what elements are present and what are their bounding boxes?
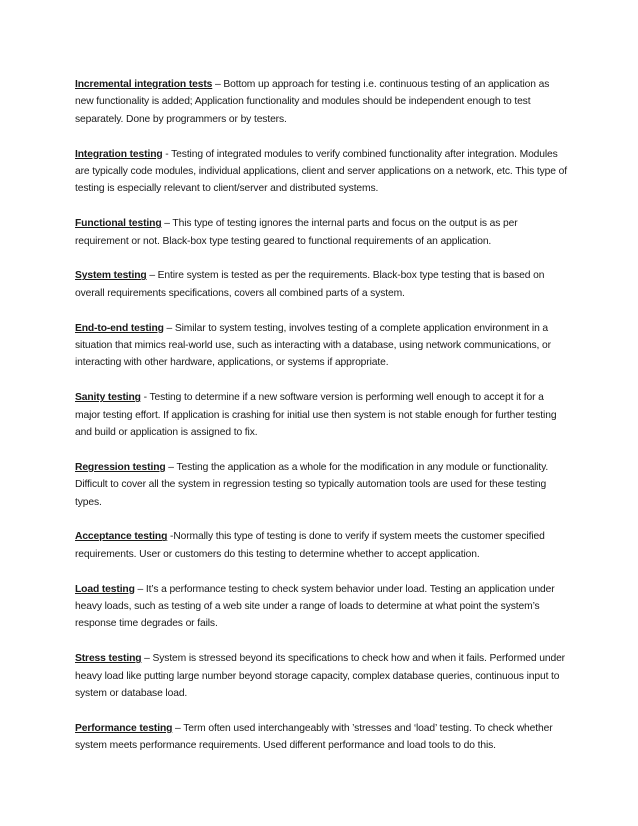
- term-functional-testing: Functional testing: [75, 218, 162, 230]
- definition-system-testing: – Entire system is tested as per the requirements. Black-box type testing that is based on overall requirements specifications, covers all combined parts of a system.: [75, 270, 545, 299]
- paragraph-sanity-testing: [75, 389, 567, 441]
- paragraph-stress-testing: [75, 650, 567, 702]
- definition-performance-testing: – Term often used interchangeably with ’stresses and ‘load’ testing. To check whether system meets performance requirements. Used different performance and load tools to do this.: [75, 722, 553, 752]
- paragraph-end-to-end-testing: [75, 320, 567, 372]
- term-end-to-end-testing: End-to-end testing: [75, 322, 164, 334]
- definition-end-to-end-testing: – Similar to system testing, involves testing of a complete application environment in a situation that mimics real-world use, such as interacting with a database, using network communications, or interacting with other hardware, applications, or systems if appropriate.: [75, 322, 551, 369]
- paragraph-acceptance-testing: [75, 528, 567, 563]
- term-system-testing: System testing: [75, 270, 147, 282]
- paragraph-performance-testing: [75, 720, 567, 755]
- paragraph-regression-testing: [75, 459, 567, 511]
- paragraph-load-testing: [75, 581, 567, 633]
- term-load-testing: Load testing: [75, 583, 135, 595]
- term-regression-testing: Regression testing: [75, 461, 166, 473]
- definition-regression-testing: – Testing the application as a whole for the modification in any module or functionality. Difficult to cover all the system in regression testing so typically automation tools are used for these testing types.: [75, 461, 549, 508]
- definition-integration-testing: - Testing of integrated modules to verify combined functionality after integration. Modules are typically code modules, individual applications, client and server applications on a network, etc. This type of testing is especially relevant to client/server and distributed systems.: [75, 148, 567, 195]
- definition-functional-testing: – This type of testing ignores the internal parts and focus on the output is as per requirement or not. Black-box type testing geared to functional requirements of an application.: [75, 218, 518, 247]
- term-stress-testing: Stress testing: [75, 653, 142, 665]
- definition-load-testing: – It’s a performance testing to check system behavior under load. Testing an application under heavy loads, such as testing of a web site under a range of loads to determine at what point the system’s response time degrades or fails.: [75, 583, 555, 630]
- document-body: [75, 76, 567, 772]
- paragraph-integration-testing: [75, 146, 567, 198]
- paragraph-system-testing: [75, 267, 567, 302]
- definition-incremental-integration-tests: – Bottom up approach for testing i.e. continuous testing of an application as new functionality is added; Application functionality and modules should be independent enough to test separately. Done by programmers or by testers.: [75, 79, 550, 125]
- term-acceptance-testing: Acceptance testing: [75, 531, 168, 543]
- term-incremental-integration-tests: Incremental integration tests: [75, 79, 213, 90]
- term-sanity-testing: Sanity testing: [75, 392, 141, 404]
- term-integration-testing: Integration testing: [75, 148, 163, 160]
- term-performance-testing: Performance testing: [75, 722, 173, 734]
- definition-acceptance-testing: -Normally this type of testing is done to verify if system meets the customer specified requirements. User or customers do this testing to determine whether to accept application.: [75, 531, 545, 560]
- paragraph-incremental-integration-tests: [75, 76, 567, 128]
- definition-sanity-testing: - Testing to determine if a new software version is performing well enough to accept it for a major testing effort. If application is crashing for initial use then system is not stable enough for further testing and build or application is assigned to fix.: [75, 392, 557, 439]
- paragraph-functional-testing: [75, 215, 567, 250]
- definition-stress-testing: – System is stressed beyond its specifications to check how and when it fails. Performed under heavy load like putting large number beyond storage capacity, complex database queries, continuous input to system or database load.: [75, 653, 565, 700]
